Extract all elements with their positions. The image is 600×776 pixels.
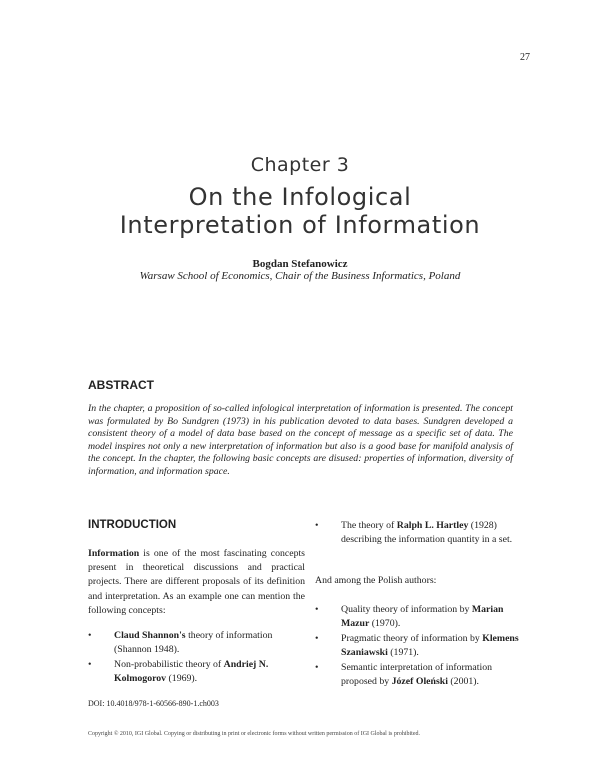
list-item-bold: Józef Oleński <box>391 675 448 687</box>
list-item-text: (1969). <box>166 672 198 684</box>
list-item-bold: Ralph L. Hartley <box>396 520 469 531</box>
list-item <box>315 603 530 630</box>
abstract-text: In the chapter, a proposition of so-called infological interpretation of information is presented. The concept was formulated by Bo Sundgren (1973) in his publication devoted to data bases. Sundgren developed a consistent theory of a model of data base based on the concept of message as a specific set of data. The model inspires not only a new interpretation of information but also is a good base for manifold analysis of the concept. In the chapter, the following basic concepts are disused: properties of information, diversity of information, and information space. <box>88 403 513 477</box>
list-item-pre: Semantic interpretation of information proposed by <box>341 662 492 687</box>
intro-bold-term: Information <box>88 548 140 559</box>
list-item-pre: Non-probabilistic theory of <box>114 659 224 671</box>
chapter-title <box>0 183 600 239</box>
introduction-heading: INTRODUCTION <box>88 519 177 531</box>
list-item-bold: Andriej N. Kolmogorov <box>114 659 269 684</box>
bullet-glyph: • <box>88 659 92 671</box>
list-item-text: theory of information (Shannon 1948). <box>114 630 273 655</box>
intro-paragraph-text: is one of the most fascinating concepts present in theoretical discussions and practical projects. There are different proposals of its definition and interpretation. As an example one can mention the following concepts: <box>88 548 305 616</box>
list-item-text: (1928) describing the information quantity in a set. <box>341 520 513 545</box>
list-item-bold: Marian Mazur <box>341 604 504 629</box>
copyright-notice: Copyright © 2010, IGI Global. Copying or distributing in print or electronic forms without written permission of IGI Global is prohibited. <box>88 731 421 737</box>
bullet-glyph: • <box>315 633 319 645</box>
list-item <box>88 658 305 685</box>
page-number: 27 <box>520 52 530 63</box>
list-item <box>315 661 530 688</box>
list-item <box>315 519 530 546</box>
list-item-pre: Pragmatic theory of information by <box>341 633 483 645</box>
list-item <box>315 632 530 659</box>
list-item-text: (1971). <box>387 646 419 658</box>
author-affiliation: Warsaw School of Economics, Chair of the Business Informatics, Poland <box>139 270 461 282</box>
intro-concepts-list <box>88 629 305 687</box>
author-name: Bogdan Stefanowicz <box>252 258 348 270</box>
list-item-text: (2001). <box>447 675 479 687</box>
bullet-glyph: • <box>315 604 319 615</box>
doi-text: DOI: 10.4018/978-1-60566-890-1.ch003 <box>88 699 219 708</box>
list-item-bold: Claud Shannon's <box>114 630 186 641</box>
chapter-label: Chapter 3 <box>250 154 350 176</box>
list-item-text: (1970). <box>369 617 401 629</box>
bullet-glyph: • <box>315 662 319 674</box>
list-item <box>88 629 305 656</box>
list-item-bold: Klemens Szaniawski <box>341 633 519 658</box>
abstract-heading: ABSTRACT <box>88 378 154 392</box>
list-item-pre: The theory of <box>341 520 397 531</box>
bullet-glyph: • <box>315 520 319 531</box>
polish-authors-intro: And among the Polish authors: <box>315 575 437 586</box>
right-concepts-list <box>315 519 530 548</box>
chapter-title-line-2: Interpretation of Information <box>119 211 481 239</box>
introduction-paragraph <box>88 547 305 618</box>
list-item-pre: Quality theory of information by <box>341 604 472 615</box>
bullet-glyph: • <box>88 630 92 641</box>
chapter-title-line-1: On the Infological <box>188 183 412 211</box>
polish-authors-list <box>315 603 530 691</box>
